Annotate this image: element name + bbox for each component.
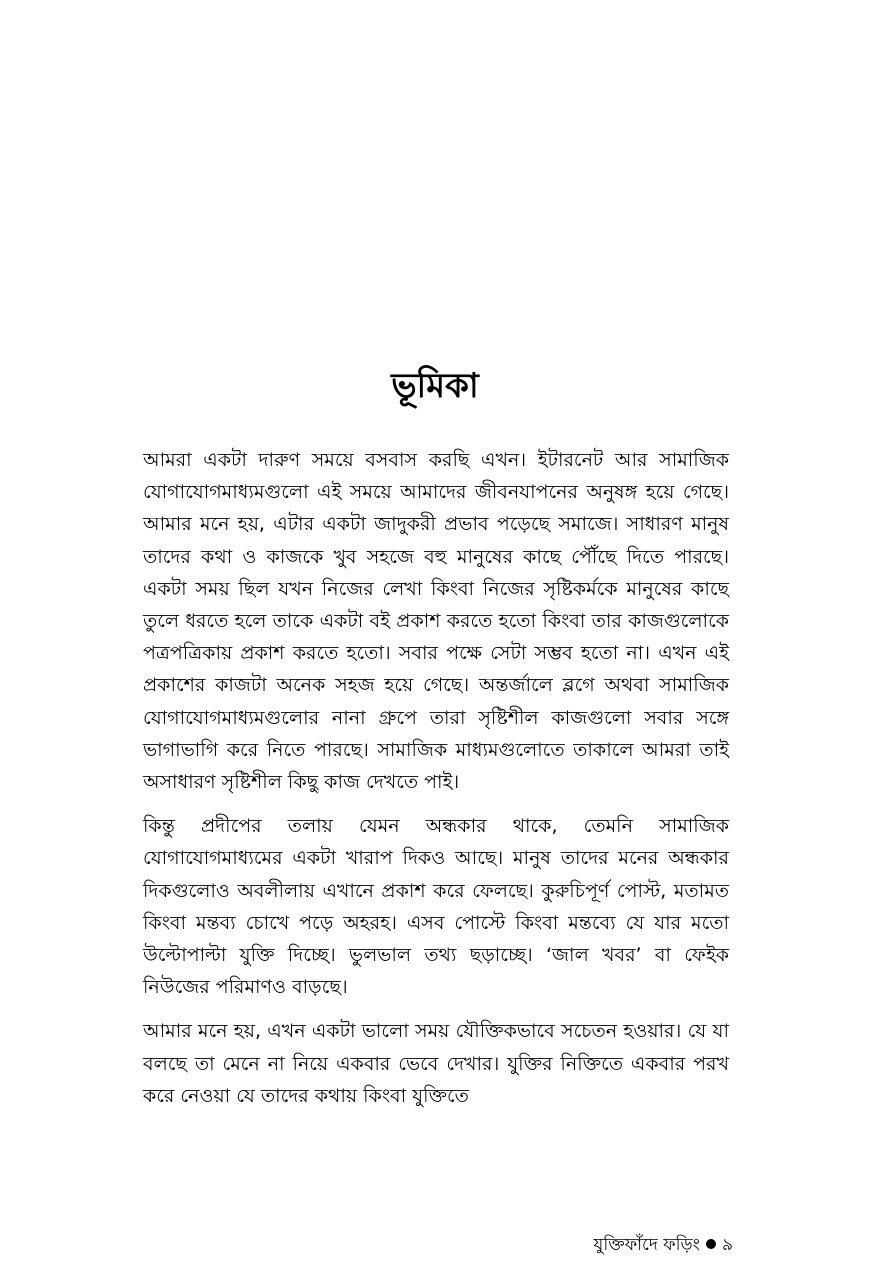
bullet-separator-icon: [706, 1239, 716, 1249]
paragraph-1: আমরা একটা দারুণ সময়ে বসবাস করছি এখন। ইটারনেট আর সামাজিক যোগাযোগমাধ্যমগুলো এই সময়ে আমাদের জীবনযাপনের অনুষঙ্গ হয়ে গেছে। আমার মনে হয়, এটার একটা জাদুকরী প্রভাব পড়েছে সমাজে। সাধারণ মানুষ তাদের কথা ও কাজকে খুব সহজে বহু মানুষের কাছে পৌঁছে দিতে পারছে। একটা সময় ছিল যখন নিজের লেখা কিংবা নিজের সৃষ্টিকর্মকে মানুষের কাছে তুলে ধরতে হলে তাকে একটা বই প্রকাশ করতে হতো কিংবা তার কাজগুলোকে পত্রপত্রিকায় প্রকাশ করতে হতো। সবার পক্ষে সেটা সম্ভব হতো না। এখন এই প্রকাশের কাজটা অনেক সহজ হয়ে গেছে। অন্তর্জালে ব্লগে অথবা সামাজিক যোগাযোগমাধ্যমগুলোর নানা গ্রুপে তারা সৃষ্টিশীল কাজগুলো সবার সঙ্গে ভাগাভাগি করে নিতে পারছে। সামাজিক মাধ্যমগুলোতে তাকালে আমরা তাই অসাধারণ সৃষ্টিশীল কিছু কাজ দেখতে পাই।: [143, 449, 729, 794]
footer-book-title: যুক্তিফাঁদে ফড়িং: [593, 1235, 700, 1255]
paragraph-2: কিন্তু প্রদীপের তলায় যেমন অন্ধকার থাকে, তেমনি সামাজিক যোগাযোগমাধ্যমের একটা খারাপ দিকও আছে। মানুষ তাদের মনের অন্ধকার দিকগুলোও অবলীলায় এখানে প্রকাশ করে ফেলছে। কুরুচিপূর্ণ পোস্ট, মতামত কিংবা মন্তব্য চোখে পড়ে অহরহ। এসব পোস্টে কিংবা মন্তব্যে যে যার মতো উল্টোপাল্টা যুক্তি দিচ্ছে। ভুলভাল তথ্য ছড়াচ্ছে। ‘জাল খবর’ বা ফেইক নিউজের পরিমাণও বাড়ছে।: [143, 815, 729, 999]
page-title: ভূমিকা: [391, 366, 479, 406]
body-text: [143, 444, 729, 1124]
paragraph-3: আমার মনে হয়, এখন একটা ভালো সময় যৌক্তিকভাবে সচেতন হওয়ার। যে যা বলছে তা মেনে না নিয়ে একবার ভেবে দেখার। যুক্তির নিক্তিতে একবার পরখ করে নেওয়া যে তাদের কথায় কিংবা যুক্তিতে: [143, 1020, 729, 1107]
page-number: ৯: [721, 1235, 733, 1255]
running-footer: [594, 1233, 733, 1257]
